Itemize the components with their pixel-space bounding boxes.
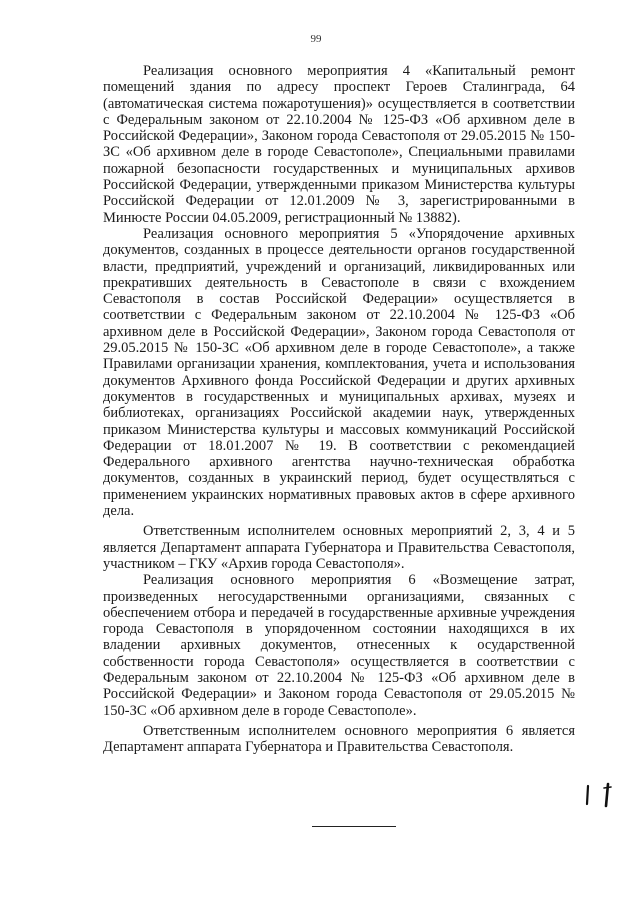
paragraph-measure-5: Реализация основного мероприятия 5 «Упорядочение архивных документов, созданных в процессе деятельности органов государственной власти, предприятий, учреждений и организаций, ликвидированных или прекративших деятельность в Севастополе в связи с вхождением Севастополя в состав Российской Федерации» осуществляется в соответствии с Федеральным законом от 22.10.2004 № 125-ФЗ «Об архивном деле в Российской Федерации», Законом города Севастополя от 29.05.2015 № 150-ЗС «Об архивном деле в городе Севастополе», а также Правилами организации хранения, комплектования, учета и использования документов Архивного фонда Российской Федерации и других архивных документов в государственных и муниципальных архивах, музеях и библиотеках, организациях Российской академии наук, утвержденных приказом Министерства культуры и массовых коммуникаций Российской Федерации от 18.01.2007 № 19. В соответствии с рекомендацией Федерального архивного агентства научно-техническая обработка документов, созданных в украинский период, будет осуществляться с применением украинских нормативных правовых актов в сфере архивного дела. — [103, 225, 575, 520]
paragraph-responsible-6: Ответственным исполнителем основного мероприятия 6 является Департамент аппарата Губернатора и Правительства Севастополя. — [103, 722, 575, 756]
page-number: 99 — [310, 33, 322, 45]
document-body — [103, 63, 575, 755]
paragraph-measure-6: Реализация основного мероприятия 6 «Возмещение затрат, произведенных негосударственными организациями, связанных с обеспечением отбора и передачей в государственные архивные учреждения города Севастополя в упорядоченном состоянии находящихся в их владении архивных документов, отнесенных к осударственной собственности города Севастополя» осуществляется в соответствии с Федеральным законом от 22.10.2004 № 125-ФЗ «Об архивном деле в Российской Федерации» и Законом города Севастополя от 29.05.2015 № 150-ЗС «Об архивном деле в городе Севастополе». — [103, 572, 575, 719]
handwritten-mark-icon — [582, 782, 622, 808]
paragraph-measure-4: Реализация основного мероприятия 4 «Капитальный ремонт помещений здания по адресу проспект Героев Сталинграда, 64 (автоматическая система пожаротушения)» осуществляется в соответствии с Федеральным законом от 22.10.2004 № 125-ФЗ «Об архивном деле в Российской Федерации», Законом города Севастополя от 29.05.2015 № 150-ЗС «Об архивном деле в городе Севастополе», Специальными правилами пожарной безопасности государственных и муниципальных архивов Российской Федерации, утвержденными приказом Министерства культуры Российской Федерации от 12.01.2009 № 3, зарегистрированными в Минюсте России 04.05.2009, регистрационный № 13882). — [103, 63, 575, 226]
end-divider-line — [312, 826, 396, 827]
paragraph-responsible-2-5: Ответственным исполнителем основных мероприятий 2, 3, 4 и 5 является Департамент аппарата Губернатора и Правительства Севастополя, участником – ГКУ «Архив города Севастополя». — [103, 523, 575, 572]
handwritten-margin-marks — [582, 782, 622, 814]
